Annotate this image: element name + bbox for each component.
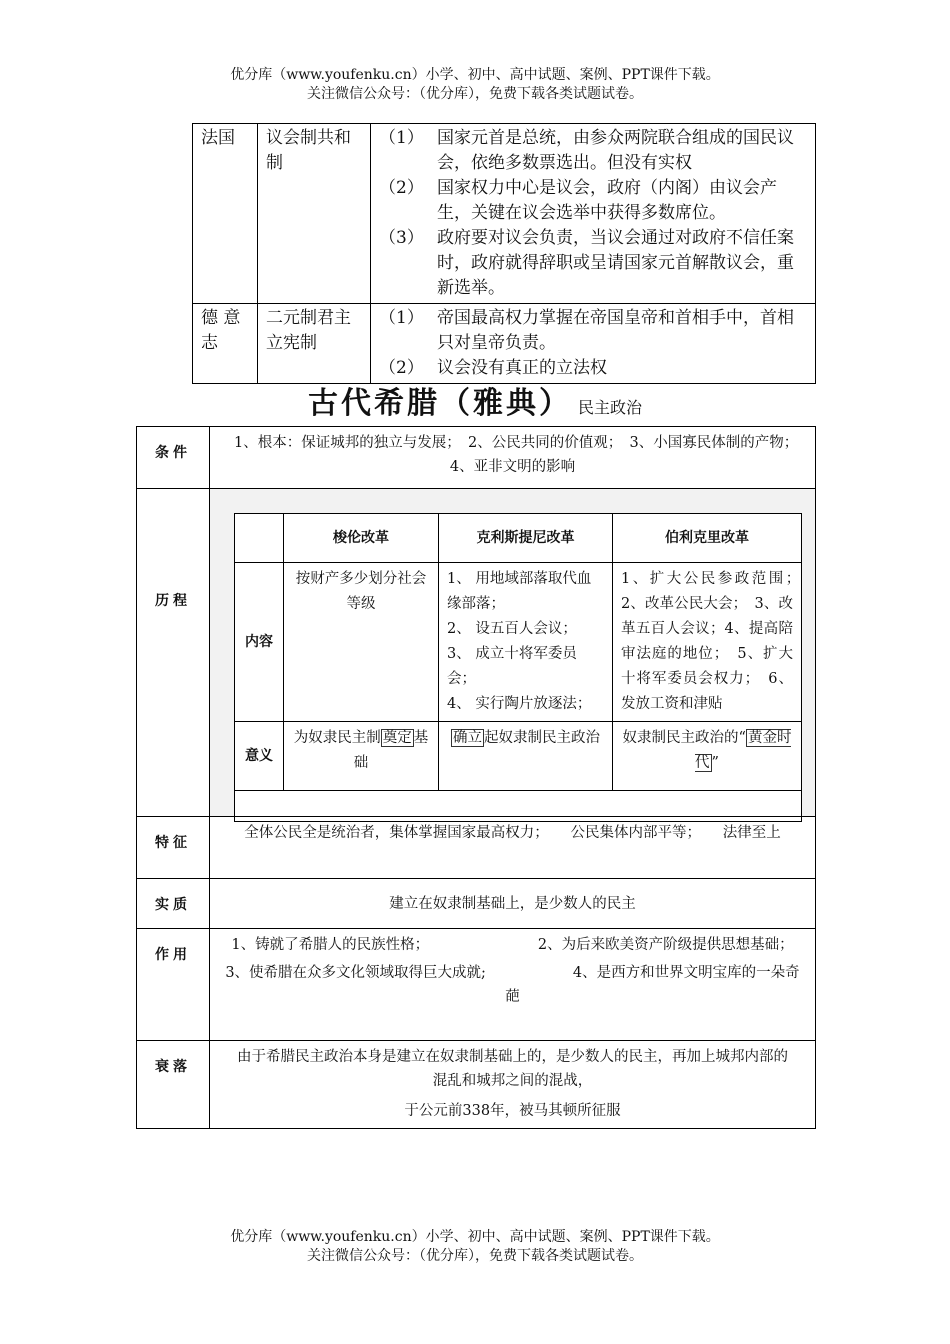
item-text: 国家元首是总统，由参众两院联合组成的国民议会，依绝多数票选出。但没有实权: [437, 128, 794, 173]
system-cell: 议会制共和制: [258, 124, 371, 304]
list-item: 2、 设五百人会议；: [447, 621, 577, 637]
row-label: 作用: [137, 929, 210, 1041]
reform-wrapper: [210, 489, 815, 816]
list-item: [379, 306, 807, 356]
decline-line: 由于希腊民主政治本身是建立在奴隶制基础上的，是少数人的民主，再加上城邦内部的混乱和城邦之间的混战，: [237, 1049, 788, 1089]
item-text: 政府要对议会负责，当议会通过对政府不信任案时，政府就得辞职或呈请国家元首解散议会，重新选举。: [437, 228, 794, 298]
page-footer: [0, 1228, 950, 1266]
feature-text: 全体公民全是统治者，集体掌握国家最高权力； 公民集体内部平等； 法律至上: [210, 817, 816, 879]
title-main: 古代希腊（雅典）: [307, 386, 572, 421]
meaning-text: ”: [711, 755, 719, 771]
footer-line-1: 优分库（www.youfenku.cn）小学、初中、高中试题、案例、PPT课件下载。: [230, 1229, 720, 1245]
effect-line: 3、使希腊在众多文化领域取得巨大成就; 4、是西方和世界文明宝库的一朵奇葩: [225, 965, 800, 1005]
row-label: 衰落: [137, 1041, 210, 1129]
header-line-1: 优分库（www.youfenku.cn）小学、初中、高中试题、案例、PPT课件下载。: [230, 67, 720, 83]
table-row: [235, 514, 802, 563]
table-row: [137, 879, 816, 929]
meaning-text: 基础: [353, 730, 429, 771]
meaning-text: 为奴隶民主制: [293, 730, 381, 746]
effect-cell: [210, 929, 816, 1041]
table-row: [235, 722, 802, 791]
meaning-cell: [613, 722, 802, 791]
item-number: （3）: [379, 228, 424, 248]
title-sub: 民主政治: [577, 398, 642, 417]
list-item: 4、 实行陶片放逐法；: [447, 696, 592, 712]
list-item: [379, 126, 807, 176]
page-header: [0, 66, 950, 104]
column-header: 伯利克里改革: [613, 514, 802, 563]
content-text: 按财产多少划分社会等级: [295, 571, 427, 612]
detail-cell: [371, 124, 816, 304]
effect-line: 1、铸就了希腊人的民族性格； 2、为后来欧美资产阶级提供思想基础；: [231, 937, 794, 953]
country-cell: 法国: [193, 124, 258, 304]
column-header: 梭伦改革: [284, 514, 439, 563]
list-item: [379, 176, 807, 226]
item-text: 国家权力中心是议会，政府（内阁）由议会产生，关键在议会选举中获得多数席位。: [437, 178, 777, 223]
detail-cell: [371, 304, 816, 384]
pericles-content: [613, 563, 808, 722]
item-text: 帝国最高权力掌握在帝国皇帝和首相手中，首相只对皇帝负责。: [437, 308, 794, 353]
cleisthenes-content: [439, 563, 613, 722]
country-cell: 德 意志: [193, 304, 258, 384]
essence-text: 建立在奴隶制基础上，是少数人的民主: [210, 879, 816, 929]
meaning-text: 起奴隶制民主政治: [484, 730, 600, 746]
item-number: （1）: [379, 128, 424, 148]
table-row: [137, 489, 816, 817]
condition-text: 1、根本：保证城邦的独立与发展； 2、公民共同的价值观； 3、小国寡民体制的产物； 4、亚非文明的影响: [210, 427, 816, 489]
process-cell: [210, 489, 816, 817]
boxed-keyword: 黄金时代: [695, 730, 792, 771]
solon-content: [284, 563, 439, 722]
table-row: [193, 304, 816, 384]
boxed-keyword: 确立: [453, 730, 482, 746]
system-cell: 二元制君主立宪制: [258, 304, 371, 384]
decline-line: 于公元前338年，被马其顿所征服: [404, 1103, 621, 1119]
row-label: 历程: [137, 489, 210, 817]
content-text: 1、扩大公民参政范围； 2、改革公民大会； 3、改革五百人会议；4、提高陪审法庭的地位； 5、扩大十将军委员会权力； 6、发放工资和津贴: [621, 571, 808, 712]
item-number: （2）: [379, 178, 424, 198]
list-item: 1、 用地域部落取代血缘部落；: [447, 571, 592, 612]
decline-cell: [210, 1041, 816, 1129]
row-label: 特征: [137, 817, 210, 879]
row-label: 内容: [235, 563, 284, 722]
column-header: 克利斯提尼改革: [439, 514, 613, 563]
corner-cell: [235, 514, 284, 563]
boxed-keyword: 奠定: [382, 730, 412, 746]
table-row: [235, 563, 802, 722]
meaning-cell: [284, 722, 439, 791]
meaning-text: 奴隶制民主政治的“: [622, 730, 746, 746]
item-text: 议会没有真正的立法权: [437, 358, 607, 378]
meaning-cell: [439, 722, 613, 791]
item-number: （1）: [379, 308, 424, 328]
list-item: [379, 226, 807, 301]
row-label: 意义: [235, 722, 284, 791]
row-label: 条件: [137, 427, 210, 489]
government-systems-table: [192, 123, 816, 384]
athens-democracy-table: [136, 426, 816, 1129]
table-row: [137, 427, 816, 489]
table-row: [137, 817, 816, 879]
footer-line-2: 关注微信公众号：（优分库），免费下载各类试题试卷。: [307, 1248, 643, 1264]
row-label: 实质: [137, 879, 210, 929]
table-row: [137, 929, 816, 1041]
reform-table: [234, 513, 808, 822]
header-line-2: 关注微信公众号：（优分库），免费下载各类试题试卷。: [307, 86, 643, 102]
table-row: [193, 124, 816, 304]
item-number: （2）: [379, 358, 424, 378]
section-title: [0, 378, 950, 422]
list-item: 3、 成立十将军委员会；: [447, 646, 577, 687]
table-row: [137, 1041, 816, 1129]
